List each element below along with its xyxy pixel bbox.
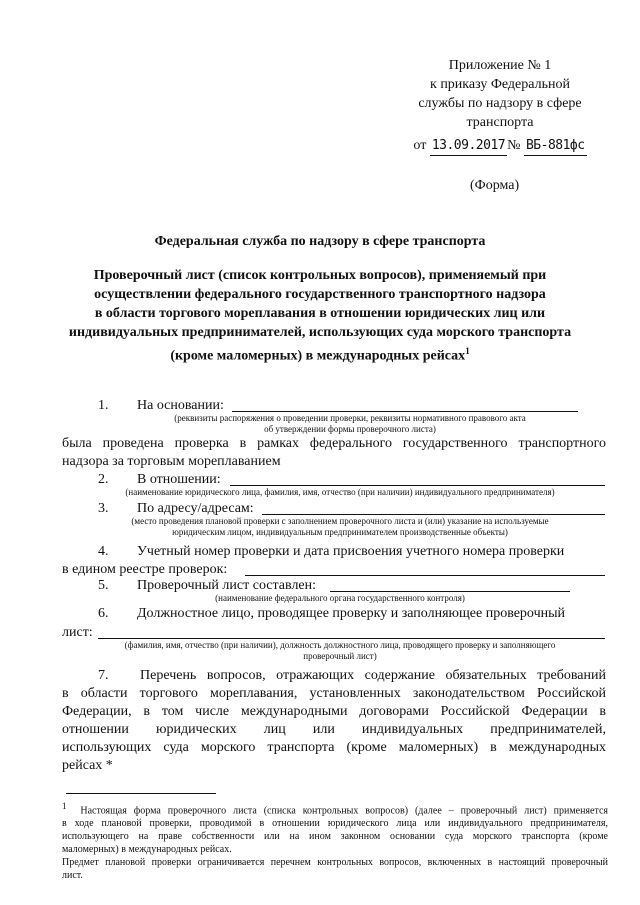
footnote-p2-line-1: Предмет плановой проверки ограничивается перечнем контрольных вопросов, включенных в настоящий проверочный — [62, 857, 608, 869]
item-6-continuation: лист: — [62, 625, 93, 640]
agency-title: Федеральная служба по надзору в сфере транспорта — [154, 234, 486, 249]
title-line-4: индивидуальных предпринимателей, использующих суда морского транспорта — [68, 325, 572, 340]
item-4-label: Учетный номер проверки и дата присвоения учетного номера проверки — [137, 544, 565, 559]
item-1-hint-line-1: (реквизиты распоряжения о проведении проверки, реквизиты нормативного правового акта — [174, 413, 526, 423]
item-4-number: 4. — [98, 544, 109, 559]
date-prefix: от — [413, 138, 427, 153]
footnote-rule — [66, 793, 216, 794]
item-5-number: 5. — [98, 578, 109, 593]
item-3-number: 3. — [98, 501, 109, 516]
title-line-3: в области торгового мореплавания в отношении юридических лиц или — [94, 306, 546, 321]
item-5-fill-line — [330, 591, 570, 592]
footnote-p1-line-1: Настоящая форма проверочного листа (списка контрольных вопросов) (далее – проверочный лист) применяется — [80, 805, 608, 817]
item-3-hint-line-2: юридическим лицом, индивидуальным предпринимателем производственные объекты) — [172, 527, 508, 537]
form-label: (Форма) — [470, 178, 520, 193]
item-6-hint-line-2: проверочный лист) — [303, 651, 377, 661]
title-line-2: осуществлении федерального государственного транспортного надзора — [94, 287, 546, 302]
footnote-mark: 1 — [62, 801, 67, 811]
footnote-p1-line-3: использующего на праве собственности или на ином законном основании суда морского транспорта (кроме — [62, 831, 608, 843]
item-2-number: 2. — [98, 472, 109, 487]
footnote-p2-line-2: лист. — [62, 870, 83, 882]
item-2-hint: (наименование юридического лица, фамилия, имя, отчество (при наличии) индивидуального предпринимателя) — [125, 487, 555, 497]
appendix-line-1: Приложение № 1 — [448, 58, 552, 73]
item-3-fill-line — [262, 514, 605, 515]
item-7-line-2: в области торгового мореплавания, установленных законодательством Российской — [62, 686, 606, 701]
item-2-fill-line — [230, 485, 605, 486]
item-3-label: По адресу/адресам: — [137, 501, 254, 516]
item-7-line-6: рейсах * — [62, 758, 113, 773]
item-7-line-4: отношении юридических лиц или индивидуальных предпринимателей, — [62, 722, 606, 737]
item-7-line-3: Федерации, в том числе международными договорами Российской Федерации в — [62, 704, 606, 719]
item-4-fill-line — [245, 575, 605, 576]
item-7-line-5: использующих суда морского транспорта (кроме маломерных) в международных — [62, 740, 606, 755]
item-3-hint-line-1: (место проведения плановой проверки с заполнением проверочного листа и (или) указание на используемые — [131, 516, 549, 526]
item-6-hint — [60, 640, 620, 662]
item-1-hint-line-2: об утверждении формы проверочного листа) — [264, 424, 436, 434]
item-7-number: 7. — [98, 668, 109, 683]
order-date-handwritten: 13.09.2017 — [430, 136, 507, 156]
appendix-line-2: к приказу Федеральной — [430, 77, 570, 92]
item-7-line-1: Перечень вопросов, отражающих содержание обязательных требований — [140, 668, 606, 683]
item-1-label: На основании: — [137, 398, 224, 413]
appendix-block — [400, 56, 600, 156]
item-3-hint — [70, 516, 610, 538]
appendix-line-3: службы по надзору в сфере — [418, 96, 582, 111]
item-1-fill-line — [232, 411, 578, 412]
title-footnote-mark: 1 — [465, 346, 470, 356]
title-line-1: Проверочный лист (список контрольных вопросов), применяемый при — [93, 268, 547, 283]
item-5-hint: (наименование федерального органа государственного контроля) — [215, 593, 465, 603]
item-5-label: Проверочный лист составлен: — [137, 578, 317, 593]
appendix-line-4: транспорта — [466, 115, 534, 130]
item-1-continuation-1: была проведена проверка в рамках федерального государственного транспортного — [62, 436, 606, 451]
order-number-handwritten: ВБ-881фс — [524, 136, 587, 156]
footnote — [62, 800, 608, 882]
item-6-number: 6. — [98, 606, 109, 621]
document-title — [60, 266, 580, 366]
footnote-p1-line-4: маломерных) в международных рейсах. — [62, 844, 232, 856]
order-date-number — [400, 136, 600, 156]
item-2-label: В отношении: — [137, 472, 221, 487]
item-1-hint — [90, 413, 610, 435]
footnote-p1-line-2: в ходе плановой проверки, проводимой в отношении юридического лица или индивидуального предпринимателя, — [62, 818, 608, 830]
item-6-label: Должностное лицо, проводящее проверку и заполняющее проверочный — [137, 606, 566, 621]
item-1-continuation-2: надзора за торговым мореплаванием — [62, 454, 281, 469]
number-prefix: № — [507, 138, 521, 153]
item-6-fill-line — [98, 638, 605, 639]
item-1-number: 1. — [98, 398, 109, 413]
item-4-continuation: в едином реестре проверок: — [62, 562, 228, 577]
item-6-hint-line-1: (фамилия, имя, отчество (при наличии), должность должностного лица, проводящего проверку и заполняющего — [124, 640, 556, 650]
title-line-5: (кроме маломерных) в международных рейсах — [170, 348, 466, 364]
